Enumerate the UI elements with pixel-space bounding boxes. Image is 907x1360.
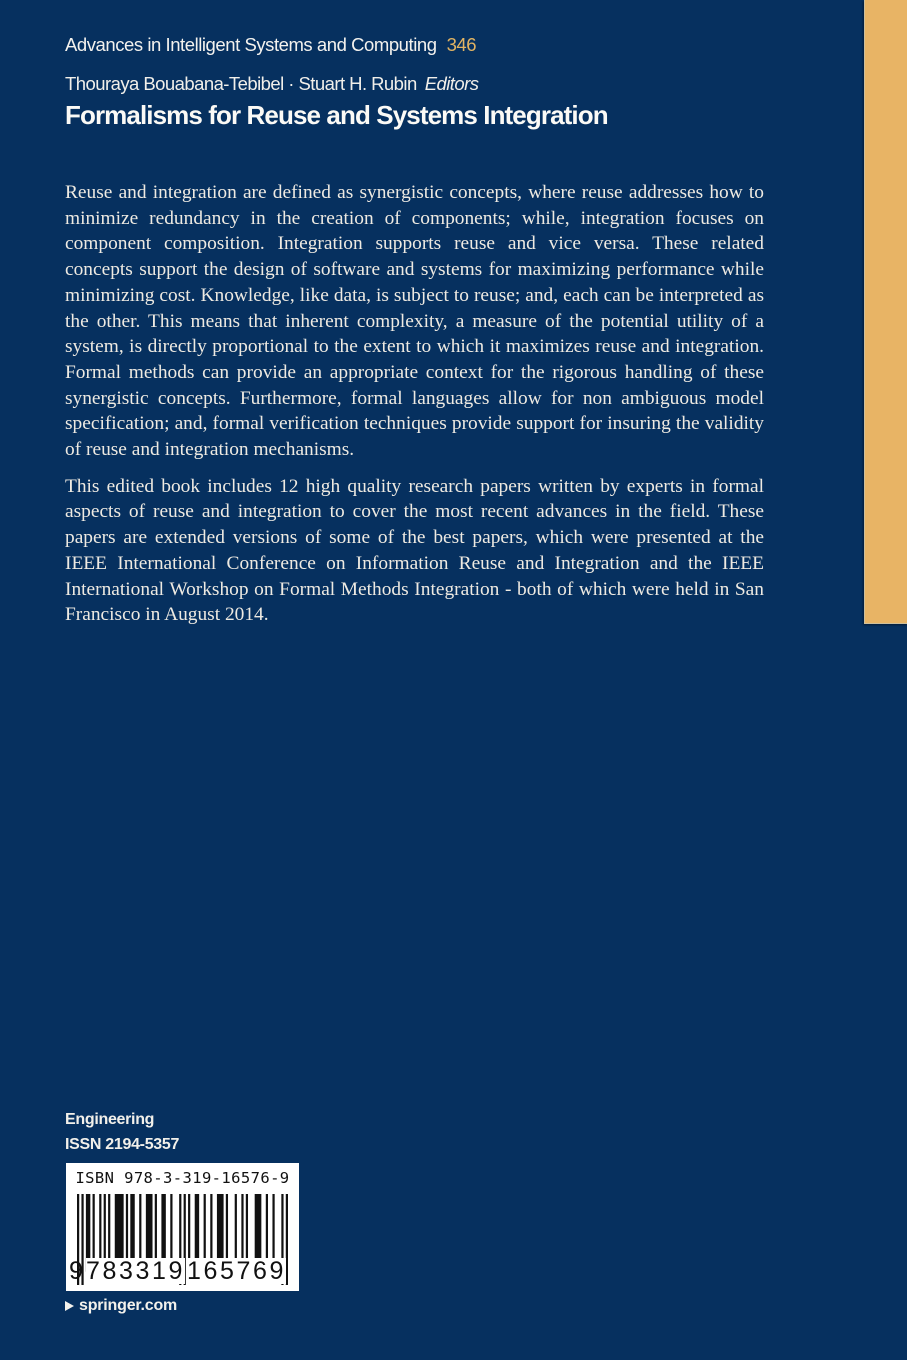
book-description [65, 180, 764, 639]
play-triangle-icon [65, 1301, 74, 1311]
series-heading [65, 34, 476, 56]
spine-color-stripe [864, 0, 907, 624]
description-paragraph-2: This edited book includes 12 high quality research papers written by experts in formal aspects of reuse and integration to cover the most recent advances in the field. These papers are extended versions of some of the best papers, which were presented at the IEEE International Conference on Information Reuse and Integration and the IEEE International Workshop on Formal Methods Integration - both of which were held in San Francisco in August 2014. [65, 475, 764, 626]
editor-names: Thouraya Bouabana-Tebibel · Stuart H. Rubin [65, 73, 417, 94]
ean-right-digits: 165769 [187, 1257, 287, 1285]
springer-link-text: springer.com [79, 1297, 178, 1314]
ean-first-digit: 9 [69, 1257, 83, 1285]
isbn-barcode [66, 1163, 299, 1291]
series-name: Advances in Intelligent Systems and Computing [65, 34, 437, 55]
description-paragraph-1: Reuse and integration are defined as synergistic concepts, where reuse addresses how to minimize redundancy in the creation of components; while, integration focuses on component composition. Integration supports reuse and vice versa. These related concepts support the design of software and systems for maximizing performance while minimizing cost. Knowledge, like data, is subject to reuse; and, each can be interpreted as the other. This means that inherent complexity, a measure of the potential utility of a system, is directly proportional to the extent to which it maximizes reuse and integration. Formal methods can provide an appropriate context for the rigorous handling of these synergistic concepts. Furthermore, formal languages allow for non ambiguous model specification; and, formal verification techniques provide support for insuring the validity of reuse and integration mechanisms. [65, 182, 764, 461]
ean-left-digits: 783319 [86, 1257, 186, 1285]
springer-website-link[interactable] [65, 1297, 177, 1315]
book-title: Formalisms for Reuse and Systems Integration [65, 100, 608, 130]
isbn-label: ISBN 978-3-319-16576-9 [75, 1169, 290, 1187]
editors-line [65, 73, 478, 95]
series-volume-number: 346 [446, 34, 477, 55]
editors-role: Editors [424, 73, 479, 94]
subject-category: Engineering [65, 1111, 155, 1128]
issn-number: ISSN 2194-5357 [65, 1136, 180, 1153]
